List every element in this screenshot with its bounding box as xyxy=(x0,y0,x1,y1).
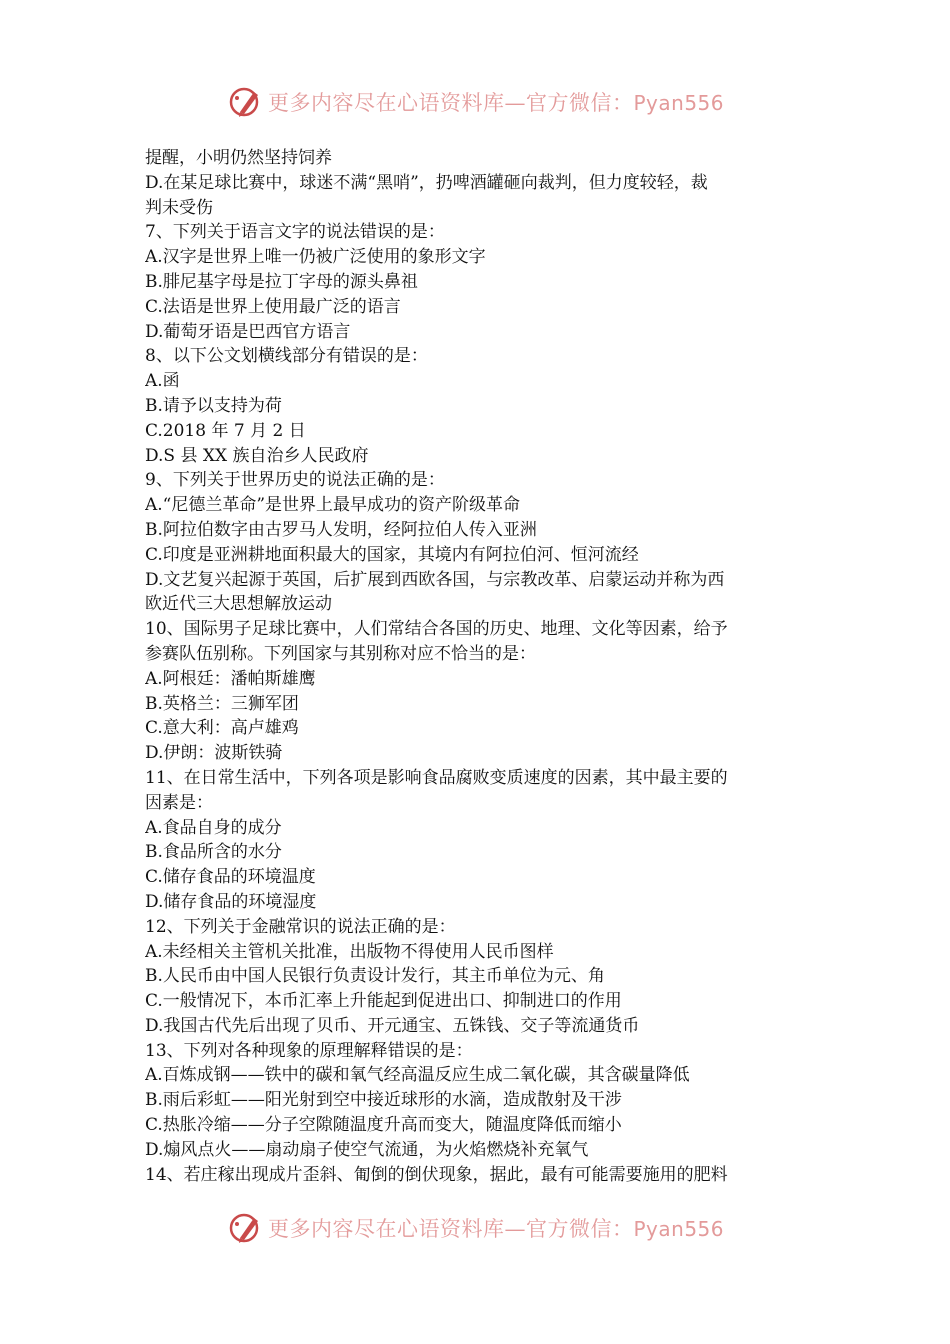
pen-nib-logo-icon xyxy=(228,84,264,120)
text-line: B.食品所含的水分 xyxy=(145,842,282,863)
text-line: C.意大利：高卢雄鸡 xyxy=(145,718,299,739)
footer-banner-text xyxy=(268,1213,724,1243)
text-line: C.热胀冷缩——分子空隙随温度升高而变大，随温度降低而缩小 xyxy=(145,1115,622,1136)
text-line: 8、以下公文划横线部分有错误的是： xyxy=(145,346,428,367)
text-line: 提醒，小明仍然坚持饲养 xyxy=(145,148,332,168)
footer-channel: 官方微信： xyxy=(526,1217,634,1241)
text-line: 13、下列对各种现象的原理解释错误的是： xyxy=(145,1040,473,1061)
text-line: A.汉字是世界上唯一仍被广泛使用的象形文字 xyxy=(145,247,486,268)
text-line: C.印度是亚洲耕地面积最大的国家，其境内有阿拉伯河、恒河流经 xyxy=(145,544,639,565)
header-banner xyxy=(228,82,728,122)
text-line: D.储存食品的环境湿度 xyxy=(145,891,317,912)
text-line: B.阿拉伯数字由古罗马人发明，经阿拉伯人传入亚洲 xyxy=(145,519,537,540)
text-line: C.储存食品的环境温度 xyxy=(145,867,316,888)
text-line: C.法语是世界上使用最广泛的语言 xyxy=(145,296,401,317)
text-line: 因素是： xyxy=(145,792,213,813)
text-line: 12、下列关于金融常识的说法正确的是： xyxy=(145,916,456,937)
footer-banner xyxy=(228,1208,728,1248)
text-line: 判未受伤 xyxy=(145,197,213,218)
header-channel: 官方微信： xyxy=(526,91,634,115)
text-line: 欧近代三大思想解放运动 xyxy=(145,594,332,615)
text-line: A.阿根廷：潘帕斯雄鹰 xyxy=(145,668,316,689)
text-line: D.煽风点火——扇动扇子使空气流通，为火焰燃烧补充氧气 xyxy=(145,1139,589,1160)
text-line: 参赛队伍别称。下列国家与其别称对应不恰当的是： xyxy=(145,643,536,664)
text-line: B.请予以支持为荷 xyxy=(145,395,282,416)
text-line: D.在某足球比赛中，球迷不满“黑哨”，扔啤酒罐砸向裁判，但力度较轻，裁 xyxy=(145,172,708,193)
text-line: C.2018 年 7 月 2 日 xyxy=(145,420,306,441)
text-line: C.一般情况下，本币汇率上升能起到促进出口、抑制进口的作用 xyxy=(145,991,622,1012)
pen-nib-logo-icon xyxy=(228,1210,264,1246)
text-line: D.我国古代先后出现了贝币、开元通宝、五铢钱、交子等流通货币 xyxy=(145,1015,640,1036)
text-line: B.雨后彩虹——阳光射到空中接近球形的水滴，造成散射及干涉 xyxy=(145,1090,622,1111)
text-line: A.“尼德兰革命”是世界上最早成功的资产阶级革命 xyxy=(145,495,521,516)
text-line: 14、若庄稼出现成片歪斜、匍倒的倒伏现象，据此，最有可能需要施用的肥料 xyxy=(145,1164,728,1185)
text-line: 11、在日常生活中，下列各项是影响食品腐败变质速度的因素，其中最主要的 xyxy=(145,767,728,788)
text-line: D.文艺复兴起源于英国，后扩展到西欧各国，与宗教改革、启蒙运动并称为西 xyxy=(145,569,725,590)
text-line: 10、国际男子足球比赛中，人们常结合各国的历史、地理、文化等因素，给予 xyxy=(145,619,728,640)
text-line: D.葡萄牙语是巴西官方语言 xyxy=(145,321,351,342)
text-line: A.函 xyxy=(145,371,180,392)
header-banner-text xyxy=(268,87,724,117)
footer-brand: 更多内容尽在心语资料库 xyxy=(268,1217,505,1241)
footer-dash: — xyxy=(504,1217,526,1241)
text-line: A.食品自身的成分 xyxy=(145,817,282,838)
text-line: B.腓尼基字母是拉丁字母的源头鼻祖 xyxy=(145,271,418,292)
text-line: D.S 县 XX 族自治乡人民政府 xyxy=(145,445,369,466)
text-line: 7、下列关于语言文字的说法错误的是： xyxy=(145,222,445,243)
text-line: A.百炼成钢——铁中的碳和氧气经高温反应生成二氧化碳，其含碳量降低 xyxy=(145,1065,690,1086)
text-line: D.伊朗：波斯铁骑 xyxy=(145,743,283,764)
text-line: B.英格兰：三狮军团 xyxy=(145,693,299,714)
header-brand: 更多内容尽在心语资料库 xyxy=(268,91,505,115)
text-line: 9、下列关于世界历史的说法正确的是： xyxy=(145,470,445,491)
header-wechat-id: Pyan556 xyxy=(633,91,725,115)
header-dash: — xyxy=(504,91,526,115)
footer-wechat-id: Pyan556 xyxy=(633,1217,725,1241)
text-line: A.未经相关主管机关批准，出版物不得使用人民币图样 xyxy=(145,941,554,962)
document-body xyxy=(145,146,815,1187)
text-line: B.人民币由中国人民银行负责设计发行，其主币单位为元、角 xyxy=(145,966,605,987)
